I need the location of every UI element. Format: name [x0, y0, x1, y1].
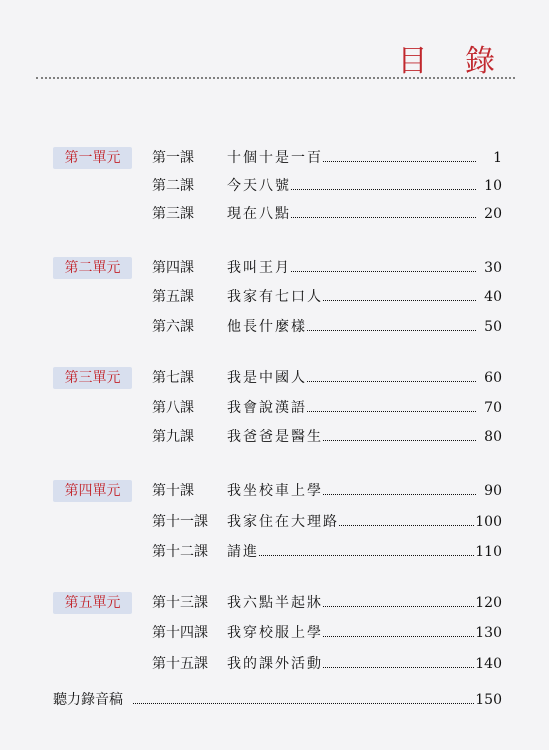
lesson-row[interactable]	[53, 203, 502, 225]
lesson-title: 我家住在大理路	[227, 511, 339, 533]
appendix-label: 聽力錄音稿	[53, 689, 123, 711]
page-number: 1	[493, 147, 502, 169]
lesson-number: 第九課	[152, 429, 194, 445]
page-number: 20	[484, 203, 502, 225]
lesson-title: 我的課外活動	[227, 653, 323, 675]
lesson-number: 第十二課	[152, 544, 208, 560]
lesson-number: 第七課	[152, 370, 194, 386]
lesson-row[interactable]	[53, 426, 502, 448]
lesson-number: 第五課	[152, 289, 194, 305]
appendix-row[interactable]	[53, 689, 502, 711]
lesson-row[interactable]	[53, 316, 502, 338]
lesson-title: 我爸爸是醫生	[227, 426, 323, 448]
lesson-row[interactable]	[53, 653, 502, 675]
page-number: 140	[475, 653, 502, 675]
lesson-row[interactable]	[53, 257, 502, 279]
unit-badge: 第四單元	[53, 480, 132, 502]
page-number: 80	[484, 426, 502, 448]
lesson-row[interactable]	[53, 622, 502, 644]
lesson-number: 第一課	[152, 150, 194, 166]
lesson-number: 第八課	[152, 400, 194, 416]
lesson-title: 我六點半起牀	[227, 592, 323, 614]
lesson-row[interactable]	[53, 175, 502, 197]
page-number: 60	[484, 367, 502, 389]
unit-badge: 第五單元	[53, 592, 132, 614]
lesson-row[interactable]	[53, 592, 502, 614]
unit-badge: 第二單元	[53, 257, 132, 279]
lesson-title: 我叫王月	[227, 257, 291, 279]
page-number: 70	[484, 397, 502, 419]
unit-badge: 第三單元	[53, 367, 132, 389]
lesson-row[interactable]	[53, 397, 502, 419]
lesson-row[interactable]	[53, 147, 502, 169]
page-number: 30	[484, 257, 502, 279]
page-number: 10	[484, 175, 502, 197]
lesson-title: 我穿校服上學	[227, 622, 323, 644]
page-number: 120	[475, 592, 502, 614]
page-number: 110	[475, 541, 502, 563]
lesson-number: 第十五課	[152, 656, 208, 672]
lesson-title: 我家有七口人	[227, 286, 323, 308]
lesson-title: 我會說漢語	[227, 397, 307, 419]
lesson-number: 第二課	[152, 178, 194, 194]
lesson-number: 第四課	[152, 260, 194, 276]
page-number: 40	[484, 286, 502, 308]
page-title: 目 錄	[397, 44, 509, 79]
lesson-title: 我坐校車上學	[227, 480, 323, 502]
page-number: 100	[475, 511, 502, 533]
lesson-title: 今天八號	[227, 175, 291, 197]
lesson-title: 請進	[227, 541, 259, 563]
page-number: 150	[475, 689, 502, 711]
lesson-row[interactable]	[53, 511, 502, 533]
lesson-row[interactable]	[53, 367, 502, 389]
lesson-title: 現在八點	[227, 203, 291, 225]
lesson-title: 他長什麼樣	[227, 316, 307, 338]
lesson-row[interactable]	[53, 541, 502, 563]
lesson-number: 第十課	[152, 483, 194, 499]
page-number: 90	[484, 480, 502, 502]
page-number: 130	[475, 622, 502, 644]
unit-badge: 第一單元	[53, 147, 132, 169]
lesson-number: 第十一課	[152, 514, 208, 530]
lesson-number: 第十三課	[152, 595, 208, 611]
lesson-number: 第六課	[152, 319, 194, 335]
lesson-number: 第三課	[152, 206, 194, 222]
page-number: 50	[484, 316, 502, 338]
lesson-title: 我是中國人	[227, 367, 307, 389]
lesson-title: 十個十是一百	[227, 147, 323, 169]
dot-leader	[227, 555, 476, 556]
title-divider	[36, 77, 515, 79]
lesson-row[interactable]	[53, 286, 502, 308]
lesson-row[interactable]	[53, 480, 502, 502]
dot-leader	[133, 703, 476, 704]
lesson-number: 第十四課	[152, 625, 208, 641]
